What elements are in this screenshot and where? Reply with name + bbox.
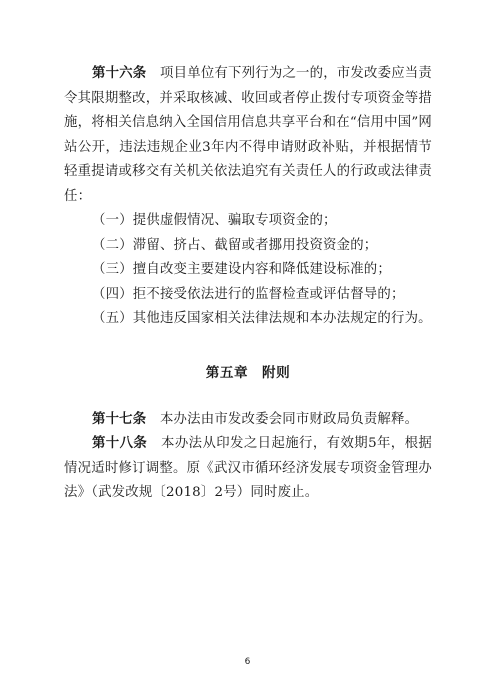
article-16-item-4: （四）拒不接受依法进行的监督检查或评估督导的；: [92, 286, 405, 302]
article-18-paragraph: [64, 432, 432, 506]
chapter-title: 附则: [262, 364, 291, 381]
article-16-item-1: （一）提供虚假情况、骗取专项资金的；: [92, 213, 337, 228]
article-16-item-3: （三）擅自改变主要建设内容和降低建设标准的；: [92, 262, 391, 277]
article-18-label: 第十八条: [92, 436, 148, 451]
article-17-text: 本办法由市发改委会同市财政局负责解释。: [159, 411, 419, 427]
article-16-item-5: （五）其他违反国家相关法律法规和本办法规定的行为。: [92, 311, 432, 326]
article-17-paragraph: [64, 408, 432, 433]
article-16-paragraph: [64, 62, 432, 209]
article-16-text: 项目单位有下列行为之一的，市发改委应当责令其限期整改，并采取核减、收回或者停止拨付专项资金等措施，将相关信息纳入全国信用信息共享平台和在“信用中国”网站公开，违法违规企业3年内不得申请财政补贴，并根据情节轻重提请或移交有关机关依法追究有关责任人的行政或法律责任：: [64, 66, 432, 204]
article-18-text: 本办法从印发之日起施行，有效期5年，根据情况适时修订调整。原《武汉市循环经济发展专项资金管理办法》（武发改规〔2018〕2号）同时废止。: [64, 436, 432, 500]
article-16-item-2: （二）滞留、挤占、截留或者挪用投资资金的；: [92, 237, 378, 253]
article-17-label: 第十七条: [92, 411, 147, 427]
article-16-label: 第十六条: [92, 66, 147, 81]
chapter-number: 第五章: [205, 364, 249, 381]
document-body: [64, 62, 432, 506]
page-number: 6: [244, 657, 251, 667]
chapter-heading: [64, 361, 432, 381]
